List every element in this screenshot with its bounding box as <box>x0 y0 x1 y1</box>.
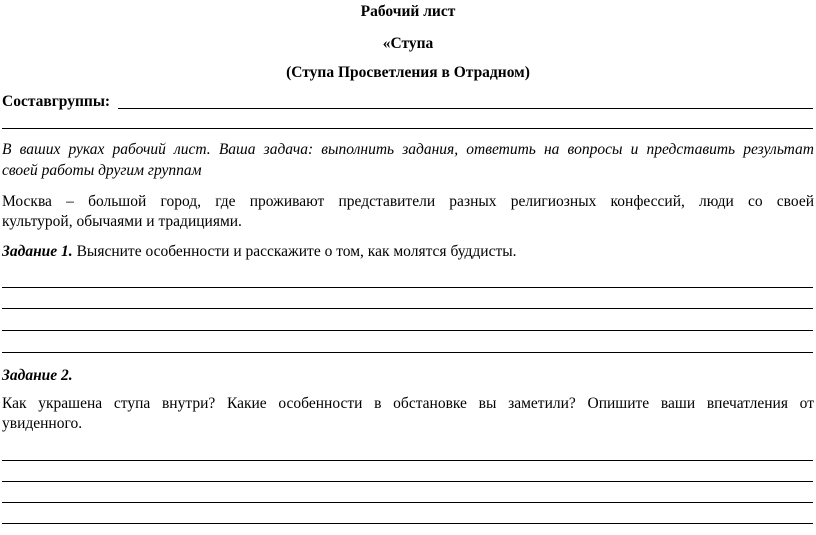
task-1-answer-line-1[interactable] <box>2 287 813 288</box>
intro-text-line-1: В ваших руках рабочий лист. Ваша задача: выполнить задания, ответить на вопросы и представить результат <box>2 141 814 158</box>
context-paragraph-line-1: Москва – большой город, где проживают представители разных религиозных конфессий, люди со своей <box>2 193 814 210</box>
worksheet-subtitle-location: (Ступа Просветления в Отрадном) <box>286 64 530 81</box>
task-1-text: Выясните особенности и расскажите о том, как молятся буддисты. <box>72 243 517 260</box>
context-paragraph-line-2: культурой, обычаями и традициями. <box>2 213 242 230</box>
task-2-answer-line-4[interactable] <box>2 523 813 524</box>
group-composition-label: Составгруппы: <box>2 93 111 110</box>
worksheet-subtitle: «Ступа <box>382 35 434 52</box>
task-2-text-line-2: увиденного. <box>2 415 83 432</box>
intro-text-line-2: своей работы другим группам <box>2 162 202 179</box>
task-2-answer-line-1[interactable] <box>2 460 813 461</box>
task-2-answer-line-2[interactable] <box>2 481 813 482</box>
task-2-text-line-1: Как украшена ступа внутри? Какие особенности в обстановке вы заметили? Опишите ваши впечатления от <box>2 395 814 412</box>
task-1-answer-line-2[interactable] <box>2 308 813 309</box>
task-2-label: Задание 2. <box>2 367 73 384</box>
task-1 <box>2 243 517 261</box>
task-2-answer-line-3[interactable] <box>2 502 813 503</box>
group-composition-answer-line[interactable] <box>118 108 813 109</box>
task-1-label: Задание 1. <box>2 243 73 260</box>
task-1-answer-line-4[interactable] <box>2 352 813 353</box>
group-composition-answer-line-2[interactable] <box>2 128 813 129</box>
worksheet-title: Рабочий лист <box>360 3 456 20</box>
task-1-answer-line-3[interactable] <box>2 330 813 331</box>
